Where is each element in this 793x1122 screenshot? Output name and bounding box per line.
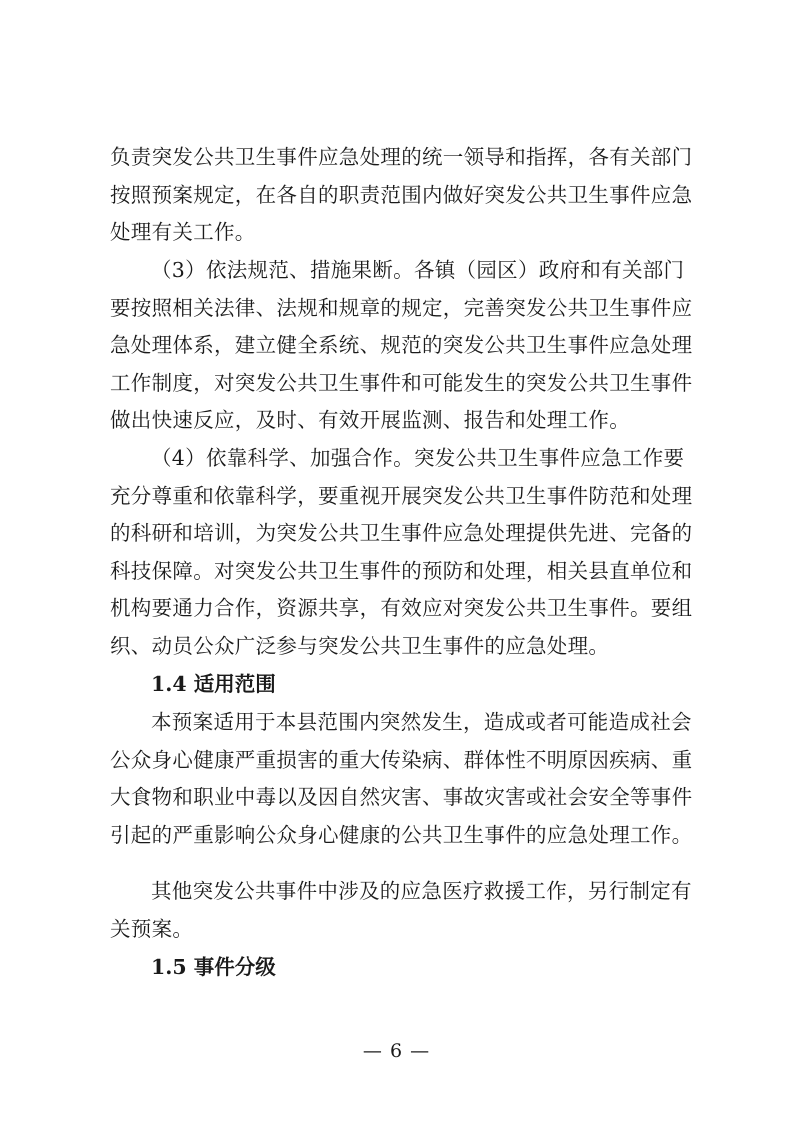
text-line: 负责突发公共卫生事件应急处理的统一领导和指挥，各有关部门 (110, 145, 693, 169)
section-heading-scope: 1.4 适用范围 (151, 672, 276, 696)
text-line: 处理有关工作。 (110, 220, 256, 245)
text-line: 充分尊重和依靠科学，要重视开展突发公共卫生事件防范和处理 (110, 483, 693, 508)
text-line: 科技保障。对突发公共卫生事件的预防和处理，相关县直单位和 (110, 558, 693, 583)
text-line: 其他突发公共事件中涉及的应急医疗救援工作，另行制定有 (151, 879, 692, 903)
text-line: 工作制度，对突发公共卫生事件和可能发生的突发公共卫生事件 (110, 370, 693, 395)
text-line: 做出快速反应，及时、有效开展监测、报告和处理工作。 (110, 408, 630, 433)
paragraph-scope (110, 704, 700, 854)
text-line: 织、动员公众广泛参与突发公共卫生事件的应急处理。 (110, 633, 610, 658)
text-line: 引起的严重影响公众身心健康的公共卫生事件的应急处理工作。 (110, 822, 693, 847)
text-line: 公众身心健康严重损害的重大传染病、群体性不明原因疾病、重 (110, 747, 693, 772)
page-number: — 6 — (362, 1040, 431, 1062)
paragraph-responsibility-continued (110, 139, 700, 252)
text-line: 关预案。 (110, 916, 194, 941)
text-line: 要按照相关法律、法规和规章的规定，完善突发公共卫生事件应 (110, 295, 693, 320)
paragraph-other-events (110, 873, 700, 948)
text-line: 本预案适用于本县范围内突然发生，造成或者可能造成社会 (151, 710, 692, 734)
text-line: 的科研和培训，为突发公共卫生事件应急处理提供先进、完备的 (110, 521, 693, 546)
text-line: 机构要通力合作，资源共享，有效应对突发公共卫生事件。要组 (110, 596, 693, 621)
text-line: 大食物和职业中毒以及因自然灾害、事故灾害或社会安全等事件 (110, 785, 693, 810)
paragraph-science-cooperation (110, 440, 700, 666)
text-line: 急处理体系，建立健全系统、规范的突发公共卫生事件应急处理 (110, 333, 693, 358)
paragraph-lawful-regulation (110, 252, 700, 440)
text-line: （4）依靠科学、加强合作。突发公共卫生事件应急工作要 (151, 446, 685, 470)
section-heading-event-grading: 1.5 事件分级 (151, 955, 276, 979)
text-line: （3）依法规范、措施果断。各镇（园区）政府和有关部门 (151, 258, 685, 282)
text-line: 按照预案规定，在各自的职责范围内做好突发公共卫生事件应急 (110, 182, 693, 207)
